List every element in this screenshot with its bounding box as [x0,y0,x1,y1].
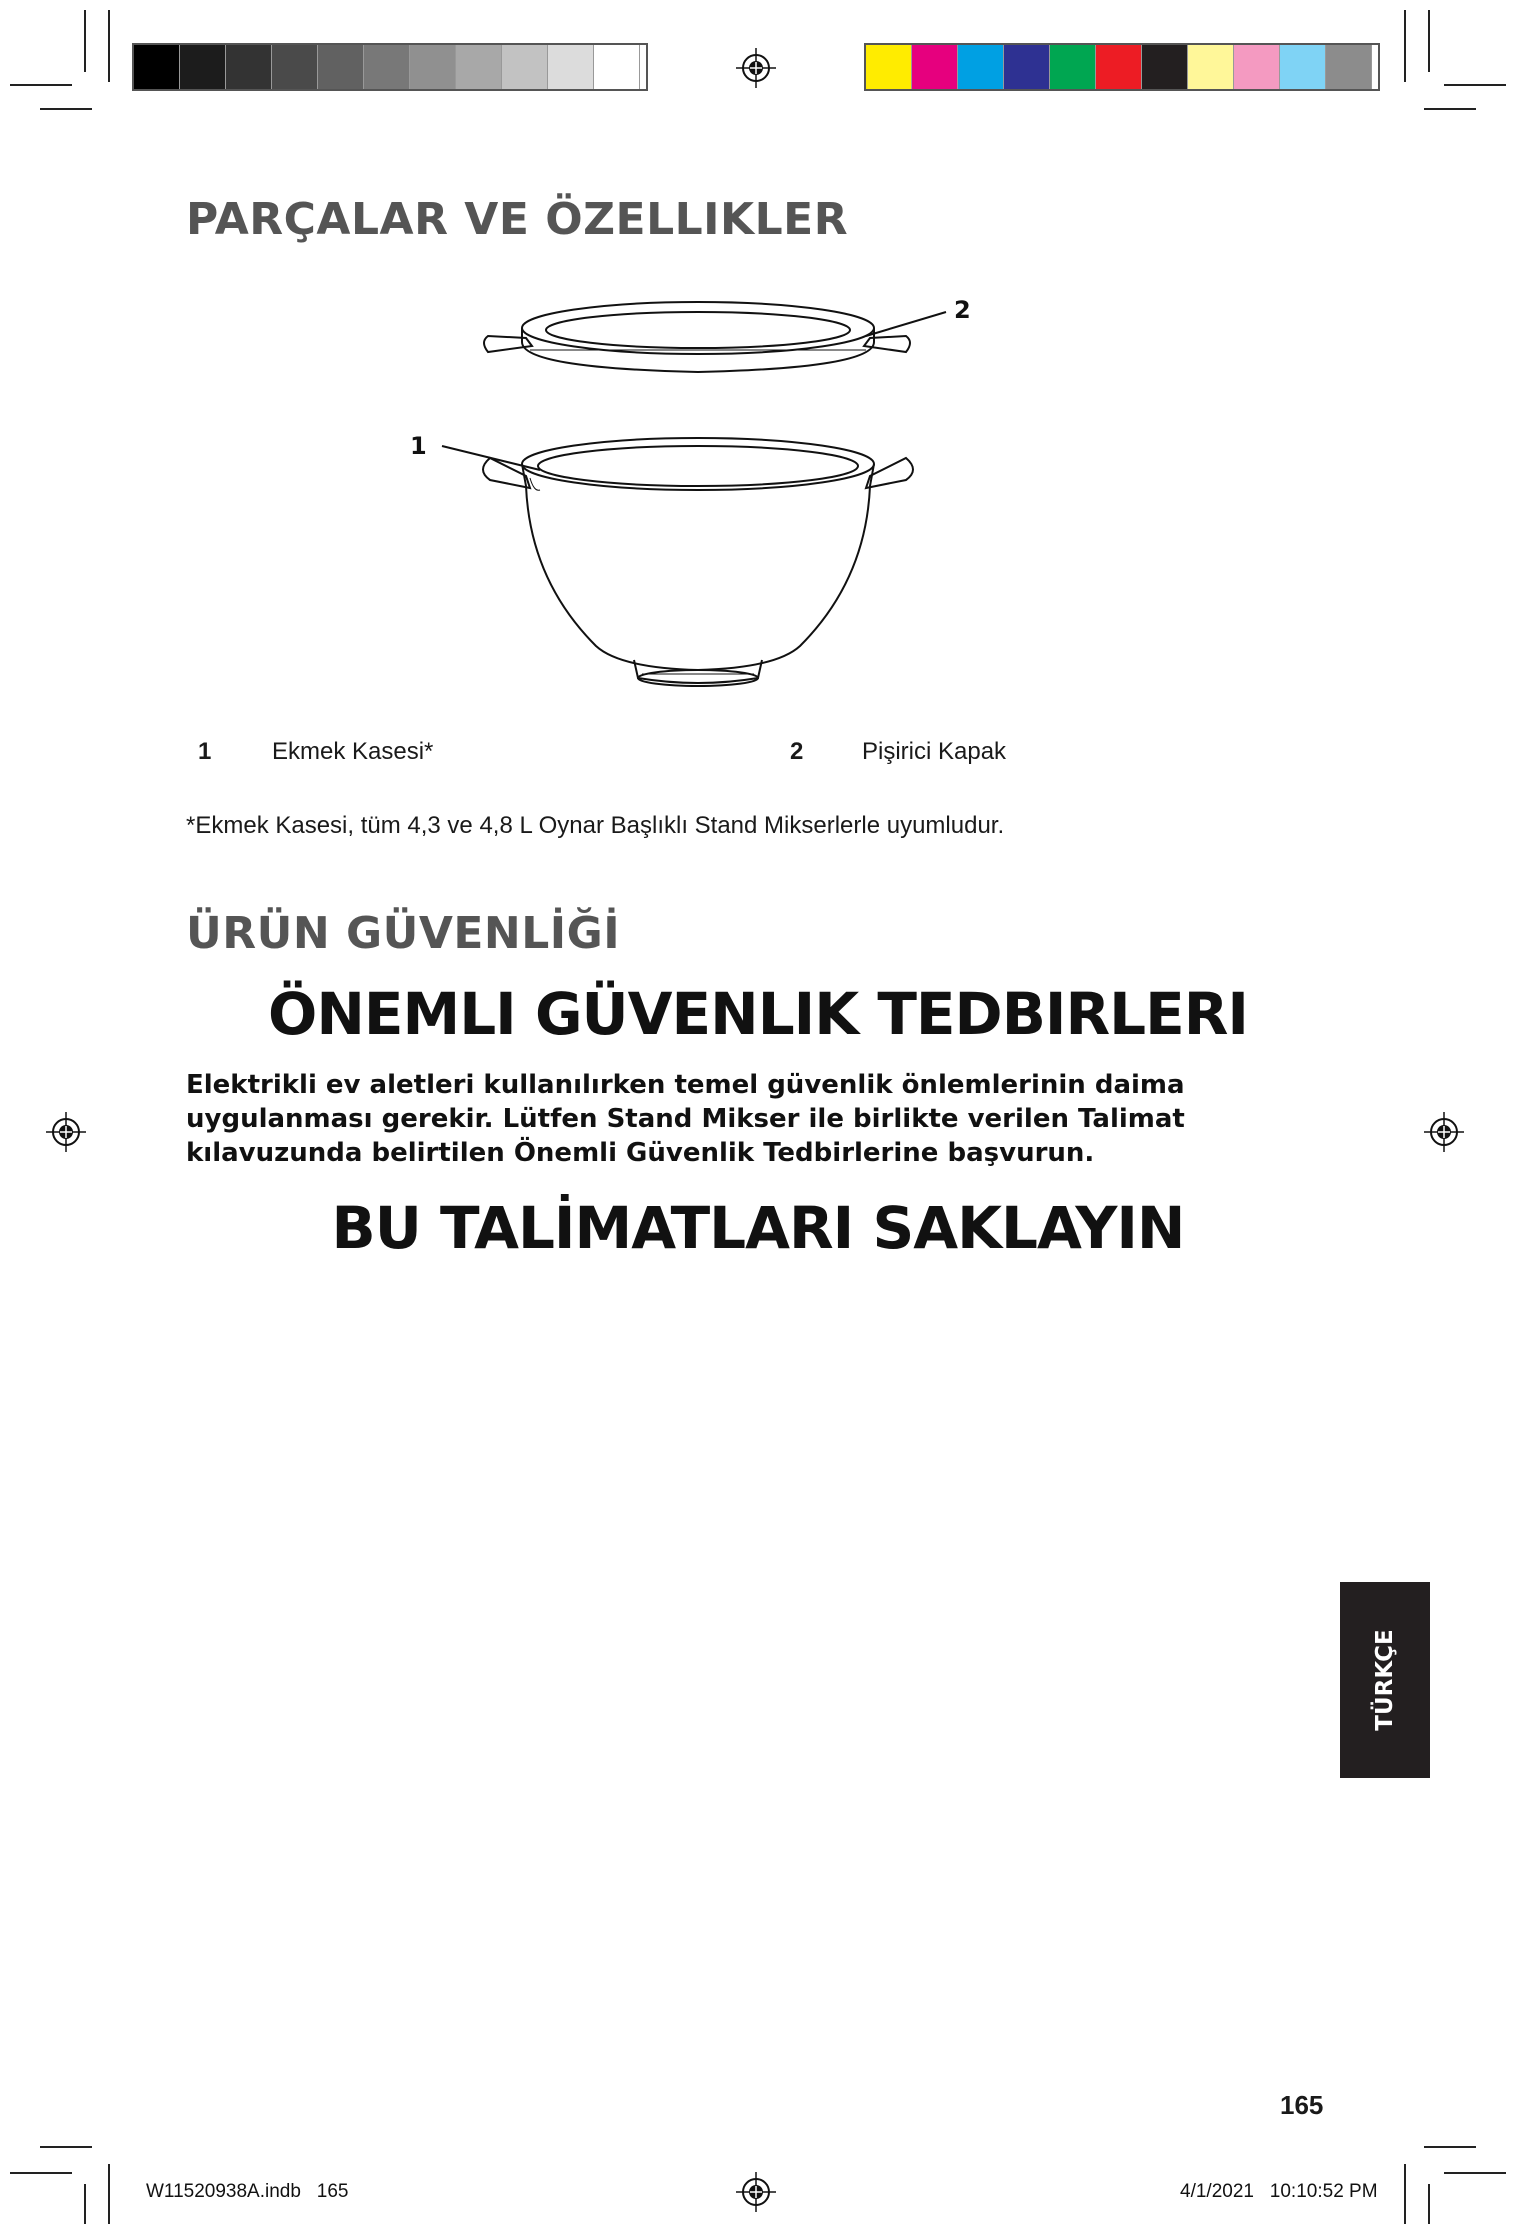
bread-bowl-and-lid-illustration [380,280,1000,700]
crop-mark [1424,108,1476,110]
calibration-swatch [410,45,456,89]
calibration-swatch [180,45,226,89]
calibration-swatch [134,45,180,89]
part-1-label: Ekmek Kasesi* [272,738,434,765]
crop-mark [84,2184,86,2224]
calibration-swatch [226,45,272,89]
part-2-number: 2 [790,738,804,765]
crop-mark [1428,2184,1430,2224]
crop-mark [1404,10,1406,82]
part-1-number: 1 [198,738,212,765]
crop-mark [10,84,72,86]
safety-paragraph: Elektrikli ev aletleri kullanılırken temel güvenlik önlemlerinin daima uygulanması gerekir. Lütfen Stand Mikser ile birlikte verilen Talimat kılavuzunda belirtilen Önemli Güvenlik Tedbirlerine başvurun. [186,1070,1185,1168]
crop-mark [1404,2164,1406,2224]
calibration-swatch [272,45,318,89]
crop-mark [40,2146,92,2148]
crop-mark [108,10,110,82]
crop-mark [10,2172,72,2174]
calibration-swatch [594,45,640,89]
grayscale-calibration-strip [132,43,648,91]
callout-1-label: 1 [410,432,427,460]
crop-mark [1424,2146,1476,2148]
callout-2-label: 2 [954,296,971,324]
calibration-swatch [1142,45,1188,89]
save-instructions-title: BU TALİMATLARI SAKLAYIN [331,1194,1185,1262]
parts-heading: PARÇALAR VE ÖZELLIKLER [186,194,849,245]
crop-mark [84,10,86,72]
calibration-swatch [912,45,958,89]
crop-mark [40,108,92,110]
calibration-swatch [318,45,364,89]
part-2-label: Pişirici Kapak [862,738,1007,765]
important-safeguards-title: ÖNEMLI GÜVENLIK TEDBIRLERI [268,980,1248,1048]
calibration-swatch [1050,45,1096,89]
safety-heading: ÜRÜN GÜVENLİĞİ [186,908,621,959]
calibration-swatch [958,45,1004,89]
language-tab [1340,1582,1430,1778]
crop-mark [1444,2172,1506,2174]
registration-mark-right-icon [1424,1112,1464,1152]
footer-file-info: W11520938A.indb 165 [146,2181,349,2202]
calibration-swatch [1096,45,1142,89]
compatibility-note: *Ekmek Kasesi, tüm 4,3 ve 4,8 L Oynar Başlıklı Stand Mikserlerle uyumludur. [186,812,1005,839]
registration-mark-bottom-icon [736,2172,776,2212]
crop-mark [1428,10,1430,72]
calibration-swatch [1234,45,1280,89]
crop-mark [108,2164,110,2224]
calibration-swatch [1280,45,1326,89]
language-tab-label: TÜRKÇE [1372,1629,1398,1731]
color-calibration-strip [864,43,1380,91]
calibration-swatch [502,45,548,89]
bread-bowl-drawing [483,438,913,686]
calibration-swatch [1188,45,1234,89]
footer-date-info: 4/1/2021 10:10:52 PM [1180,2181,1378,2202]
calibration-swatch [1326,45,1372,89]
calibration-swatch [364,45,410,89]
baker-lid-drawing [484,302,910,372]
registration-mark-top-icon [736,48,776,88]
page-number: 165 [1280,2090,1324,2120]
registration-mark-left-icon [46,1112,86,1152]
crop-mark [1444,84,1506,86]
calibration-swatch [456,45,502,89]
calibration-swatch [548,45,594,89]
calibration-swatch [866,45,912,89]
calibration-swatch [1004,45,1050,89]
